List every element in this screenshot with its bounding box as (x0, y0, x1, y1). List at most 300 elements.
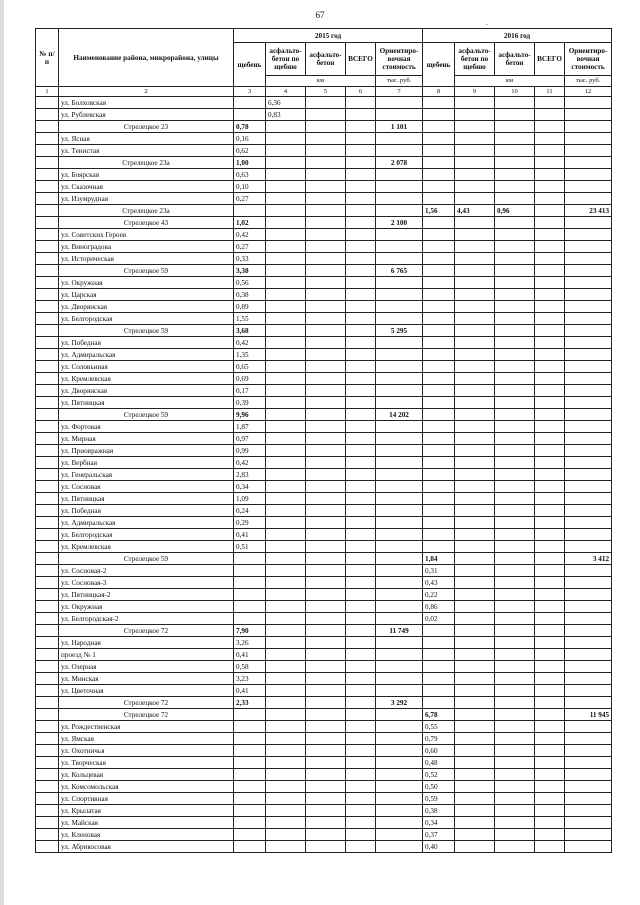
row-number-cell (36, 661, 59, 673)
asphalt-on-gravel-2015-cell (266, 649, 306, 661)
cost-2015-cell (376, 241, 423, 253)
row-number-cell (36, 829, 59, 841)
total-2015-cell (346, 409, 376, 421)
asphalt-2016-cell (495, 601, 535, 613)
cost-2016-cell (565, 733, 612, 745)
row-number-cell (36, 433, 59, 445)
street-name: ул. Рублевская (59, 109, 234, 121)
asphalt-on-gravel-2016-cell (455, 193, 495, 205)
total-2016-cell (535, 649, 565, 661)
asphalt-on-gravel-2016-cell (455, 565, 495, 577)
street-name: ул. Пятницкая (59, 493, 234, 505)
asphalt-on-gravel-2015-cell (266, 265, 306, 277)
asphalt-on-gravel-2016-cell (455, 589, 495, 601)
gravel-2015-cell: 1,55 (234, 313, 266, 325)
asphalt-2016-cell (495, 541, 535, 553)
asphalt-on-gravel-2015-cell (266, 217, 306, 229)
asphalt-on-gravel-2016-cell (455, 409, 495, 421)
header-gravel-2015: щебень (234, 43, 266, 87)
cost-2016-cell (565, 637, 612, 649)
row-number-cell (36, 793, 59, 805)
gravel-2016-cell: 0,31 (423, 565, 455, 577)
asphalt-2015-cell (306, 301, 346, 313)
asphalt-2016-cell (495, 577, 535, 589)
total-2016-cell (535, 109, 565, 121)
asphalt-on-gravel-2016-cell (455, 697, 495, 709)
gravel-2015-cell: 0,89 (234, 301, 266, 313)
asphalt-on-gravel-2015-cell (266, 613, 306, 625)
asphalt-on-gravel-2015-cell (266, 805, 306, 817)
asphalt-2015-cell (306, 205, 346, 217)
cost-2015-cell (376, 529, 423, 541)
cost-2015-cell: 2 078 (376, 157, 423, 169)
street-row (36, 817, 612, 829)
total-2015-cell (346, 493, 376, 505)
street-name: ул. Окружная (59, 601, 234, 613)
row-number-cell (36, 385, 59, 397)
total-2015-cell (346, 529, 376, 541)
row-number-cell (36, 589, 59, 601)
district-name: Стрелецкое 72 (59, 697, 234, 709)
cost-2015-cell (376, 349, 423, 361)
asphalt-on-gravel-2016-cell (455, 421, 495, 433)
road-repair-table (35, 28, 612, 853)
asphalt-2015-cell (306, 709, 346, 721)
row-number-cell (36, 445, 59, 457)
total-2016-cell (535, 841, 565, 853)
gravel-2016-cell: 0,43 (423, 577, 455, 589)
asphalt-2015-cell (306, 133, 346, 145)
street-name: ул. Сосновая-3 (59, 577, 234, 589)
row-number-cell (36, 229, 59, 241)
row-number-cell (36, 493, 59, 505)
district-row (36, 157, 612, 169)
cost-2015-cell (376, 721, 423, 733)
cost-2015-cell (376, 541, 423, 553)
asphalt-2016-cell (495, 673, 535, 685)
street-name: ул. Адмиральская (59, 349, 234, 361)
cost-2015-cell (376, 481, 423, 493)
street-row (36, 181, 612, 193)
total-2015-cell (346, 325, 376, 337)
total-2015-cell (346, 313, 376, 325)
total-2016-cell (535, 289, 565, 301)
cost-2015-cell (376, 577, 423, 589)
asphalt-on-gravel-2015-cell (266, 745, 306, 757)
total-2016-cell (535, 685, 565, 697)
street-name: ул. Изумрудная (59, 193, 234, 205)
gravel-2016-cell: 0,40 (423, 841, 455, 853)
cost-2016-cell (565, 265, 612, 277)
total-2015-cell (346, 601, 376, 613)
total-2016-cell (535, 793, 565, 805)
cost-2015-cell: 3 292 (376, 697, 423, 709)
street-name: ул. Крылатая (59, 805, 234, 817)
street-row (36, 457, 612, 469)
cost-2015-cell (376, 589, 423, 601)
cost-2016-cell (565, 445, 612, 457)
asphalt-on-gravel-2016-cell (455, 109, 495, 121)
total-2016-cell (535, 301, 565, 313)
column-number-row (36, 87, 612, 97)
asphalt-2016-cell (495, 589, 535, 601)
asphalt-2015-cell (306, 397, 346, 409)
cost-2015-cell (376, 637, 423, 649)
total-2016-cell (535, 157, 565, 169)
total-2015-cell (346, 97, 376, 109)
gravel-2015-cell: 1,09 (234, 493, 266, 505)
street-row (36, 145, 612, 157)
street-row (36, 349, 612, 361)
asphalt-2016-cell (495, 241, 535, 253)
cost-2016-cell (565, 661, 612, 673)
total-2015-cell (346, 517, 376, 529)
column-number: 11 (535, 87, 565, 97)
column-number: 8 (423, 87, 455, 97)
cost-2015-cell (376, 193, 423, 205)
gravel-2016-cell (423, 301, 455, 313)
gravel-2015-cell: 9,96 (234, 409, 266, 421)
asphalt-2016-cell (495, 97, 535, 109)
total-2016-cell (535, 265, 565, 277)
asphalt-2016-cell (495, 121, 535, 133)
asphalt-on-gravel-2016-cell (455, 265, 495, 277)
gravel-2016-cell: 0,22 (423, 589, 455, 601)
gravel-2015-cell: 0,65 (234, 361, 266, 373)
gravel-2016-cell (423, 241, 455, 253)
asphalt-on-gravel-2016-cell (455, 181, 495, 193)
cost-2016-cell (565, 565, 612, 577)
district-name: Стрелецкое 72 (59, 709, 234, 721)
total-2015-cell (346, 805, 376, 817)
cost-2016-cell (565, 697, 612, 709)
row-number-cell (36, 649, 59, 661)
total-2015-cell (346, 217, 376, 229)
asphalt-2015-cell (306, 433, 346, 445)
street-name: ул. Ямская (59, 733, 234, 745)
total-2016-cell (535, 385, 565, 397)
district-name: Стрелецкое 59 (59, 553, 234, 565)
cost-2015-cell (376, 229, 423, 241)
cost-2016-cell (565, 325, 612, 337)
cost-2016-cell (565, 385, 612, 397)
asphalt-on-gravel-2015-cell (266, 277, 306, 289)
row-number-cell (36, 781, 59, 793)
asphalt-2016-cell: 0,96 (495, 205, 535, 217)
total-2015-cell (346, 337, 376, 349)
asphalt-on-gravel-2016-cell (455, 517, 495, 529)
street-name: ул. Сказочная (59, 181, 234, 193)
gravel-2016-cell (423, 421, 455, 433)
asphalt-2015-cell (306, 493, 346, 505)
row-number-cell (36, 745, 59, 757)
row-number-cell (36, 217, 59, 229)
asphalt-on-gravel-2015-cell (266, 181, 306, 193)
total-2015-cell (346, 697, 376, 709)
total-2016-cell (535, 457, 565, 469)
gravel-2015-cell (234, 97, 266, 109)
total-2016-cell (535, 781, 565, 793)
cost-2015-cell (376, 709, 423, 721)
asphalt-on-gravel-2015-cell (266, 565, 306, 577)
asphalt-on-gravel-2015-cell (266, 133, 306, 145)
gravel-2015-cell: 0,33 (234, 253, 266, 265)
gravel-2015-cell: 3,38 (234, 265, 266, 277)
cost-2015-cell (376, 661, 423, 673)
total-2015-cell (346, 757, 376, 769)
cost-2016-cell (565, 313, 612, 325)
total-2016-cell (535, 565, 565, 577)
gravel-2015-cell: 3,68 (234, 325, 266, 337)
asphalt-2015-cell (306, 769, 346, 781)
asphalt-on-gravel-2015-cell (266, 529, 306, 541)
asphalt-on-gravel-2016-cell (455, 385, 495, 397)
total-2016-cell (535, 349, 565, 361)
gravel-2015-cell (234, 733, 266, 745)
row-number-cell (36, 373, 59, 385)
asphalt-2015-cell (306, 829, 346, 841)
asphalt-2016-cell (495, 169, 535, 181)
cost-2016-cell (565, 625, 612, 637)
row-number-cell (36, 193, 59, 205)
row-number-cell (36, 289, 59, 301)
asphalt-2016-cell (495, 289, 535, 301)
asphalt-2016-cell (495, 409, 535, 421)
asphalt-2015-cell (306, 649, 346, 661)
gravel-2016-cell (423, 217, 455, 229)
column-number: 4 (266, 87, 306, 97)
total-2015-cell (346, 349, 376, 361)
total-2016-cell (535, 253, 565, 265)
cost-2016-cell (565, 457, 612, 469)
gravel-2016-cell (423, 517, 455, 529)
column-number: 12 (565, 87, 612, 97)
street-row (36, 433, 612, 445)
row-number-cell (36, 265, 59, 277)
gravel-2015-cell: 0,29 (234, 517, 266, 529)
street-row (36, 613, 612, 625)
row-number-cell (36, 145, 59, 157)
total-2016-cell (535, 589, 565, 601)
asphalt-2016-cell (495, 805, 535, 817)
asphalt-on-gravel-2015-cell (266, 553, 306, 565)
asphalt-on-gravel-2016-cell (455, 169, 495, 181)
street-name: ул. Пятницкая (59, 397, 234, 409)
street-row (36, 133, 612, 145)
cost-2016-cell (565, 361, 612, 373)
street-row (36, 277, 612, 289)
gravel-2016-cell: 0,79 (423, 733, 455, 745)
street-row (36, 169, 612, 181)
gravel-2016-cell (423, 193, 455, 205)
cost-2016-cell (565, 817, 612, 829)
asphalt-2015-cell (306, 421, 346, 433)
total-2016-cell (535, 769, 565, 781)
total-2015-cell (346, 505, 376, 517)
asphalt-on-gravel-2015-cell (266, 601, 306, 613)
header-asphalt-2015: асфальто-бетон (306, 43, 346, 76)
asphalt-on-gravel-2015-cell (266, 145, 306, 157)
cost-2016-cell (565, 649, 612, 661)
cost-2016-cell (565, 121, 612, 133)
total-2015-cell (346, 205, 376, 217)
cost-2015-cell (376, 781, 423, 793)
asphalt-2015-cell (306, 193, 346, 205)
total-2015-cell (346, 781, 376, 793)
cost-2015-cell (376, 433, 423, 445)
total-2016-cell (535, 817, 565, 829)
gravel-2015-cell: 0,97 (234, 433, 266, 445)
street-row (36, 109, 612, 121)
cost-2015-cell: 14 202 (376, 409, 423, 421)
cost-2016-cell (565, 529, 612, 541)
header-asphalt-on-gravel-2016: асфальто-бетон по щебню (455, 43, 495, 76)
gravel-2015-cell: 1,00 (234, 157, 266, 169)
gravel-2016-cell (423, 109, 455, 121)
asphalt-on-gravel-2015-cell (266, 733, 306, 745)
asphalt-2015-cell (306, 601, 346, 613)
street-name: ул. Окружная (59, 277, 234, 289)
gravel-2015-cell: 0,63 (234, 169, 266, 181)
cost-2016-cell (565, 277, 612, 289)
cost-2015-cell: 11 749 (376, 625, 423, 637)
street-row (36, 793, 612, 805)
total-2015-cell (346, 289, 376, 301)
cost-2015-cell (376, 205, 423, 217)
district-row (36, 265, 612, 277)
total-2016-cell (535, 181, 565, 193)
asphalt-on-gravel-2015-cell (266, 397, 306, 409)
asphalt-on-gravel-2015-cell (266, 337, 306, 349)
gravel-2016-cell (423, 673, 455, 685)
row-number-cell (36, 313, 59, 325)
total-2016-cell (535, 361, 565, 373)
street-row (36, 757, 612, 769)
street-name: ул. Народная (59, 637, 234, 649)
gravel-2015-cell: 0,42 (234, 457, 266, 469)
total-2016-cell (535, 733, 565, 745)
cost-2016-cell (565, 793, 612, 805)
street-row (36, 289, 612, 301)
row-number-cell (36, 109, 59, 121)
gravel-2015-cell: 0,41 (234, 649, 266, 661)
asphalt-2016-cell (495, 625, 535, 637)
street-name: ул. Дворянская (59, 301, 234, 313)
asphalt-2016-cell (495, 181, 535, 193)
total-2015-cell (346, 373, 376, 385)
gravel-2015-cell (234, 793, 266, 805)
asphalt-on-gravel-2015-cell (266, 445, 306, 457)
total-2015-cell (346, 661, 376, 673)
gravel-2016-cell (423, 661, 455, 673)
cost-2015-cell (376, 817, 423, 829)
asphalt-on-gravel-2016-cell (455, 505, 495, 517)
street-row (36, 505, 612, 517)
asphalt-on-gravel-2016-cell (455, 229, 495, 241)
gravel-2016-cell: 0,48 (423, 757, 455, 769)
asphalt-on-gravel-2016-cell (455, 769, 495, 781)
total-2015-cell (346, 769, 376, 781)
asphalt-on-gravel-2016-cell (455, 793, 495, 805)
asphalt-2015-cell (306, 721, 346, 733)
asphalt-2016-cell (495, 697, 535, 709)
total-2016-cell (535, 445, 565, 457)
asphalt-on-gravel-2016-cell (455, 613, 495, 625)
district-name: Стрелецкое 43 (59, 217, 234, 229)
asphalt-2015-cell (306, 505, 346, 517)
street-name: ул. Комсомольская (59, 781, 234, 793)
street-row (36, 577, 612, 589)
gravel-2015-cell: 0,27 (234, 193, 266, 205)
asphalt-2016-cell (495, 361, 535, 373)
asphalt-2015-cell (306, 337, 346, 349)
row-number-cell (36, 133, 59, 145)
gravel-2016-cell (423, 433, 455, 445)
gravel-2015-cell: 2,33 (234, 697, 266, 709)
asphalt-2015-cell (306, 697, 346, 709)
gravel-2015-cell: 0,38 (234, 289, 266, 301)
total-2016-cell (535, 625, 565, 637)
cost-2016-cell (565, 685, 612, 697)
asphalt-2015-cell (306, 169, 346, 181)
asphalt-on-gravel-2016-cell (455, 397, 495, 409)
cost-2016-cell (565, 673, 612, 685)
asphalt-on-gravel-2016-cell (455, 457, 495, 469)
gravel-2015-cell: 0,16 (234, 133, 266, 145)
asphalt-2015-cell (306, 409, 346, 421)
district-name: Стрелецкое 59 (59, 265, 234, 277)
total-2016-cell (535, 409, 565, 421)
asphalt-2015-cell (306, 541, 346, 553)
header-unit-rub-2015: тыс. руб. (376, 76, 423, 87)
total-2015-cell (346, 301, 376, 313)
cost-2016-cell (565, 769, 612, 781)
row-number-cell (36, 205, 59, 217)
asphalt-2015-cell (306, 157, 346, 169)
street-name: ул. Болховская (59, 97, 234, 109)
cost-2015-cell (376, 421, 423, 433)
asphalt-on-gravel-2016-cell (455, 325, 495, 337)
asphalt-2016-cell (495, 157, 535, 169)
asphalt-2016-cell (495, 709, 535, 721)
asphalt-on-gravel-2016-cell (455, 157, 495, 169)
gravel-2015-cell (234, 757, 266, 769)
gravel-2015-cell: 0,51 (234, 541, 266, 553)
gravel-2015-cell (234, 829, 266, 841)
asphalt-2015-cell (306, 289, 346, 301)
street-name: ул. Мирная (59, 433, 234, 445)
gravel-2016-cell (423, 121, 455, 133)
district-name: Стрелецкое 23а (59, 205, 234, 217)
gravel-2015-cell: 0,34 (234, 481, 266, 493)
asphalt-2015-cell (306, 685, 346, 697)
cost-2015-cell (376, 649, 423, 661)
street-row (36, 229, 612, 241)
cost-2015-cell (376, 841, 423, 853)
asphalt-2016-cell (495, 721, 535, 733)
asphalt-on-gravel-2016-cell (455, 709, 495, 721)
street-name: ул. Спортивная (59, 793, 234, 805)
street-name: ул. Сосновая (59, 481, 234, 493)
asphalt-on-gravel-2016-cell (455, 829, 495, 841)
total-2016-cell (535, 433, 565, 445)
header-asphalt-on-gravel-2015: асфальто-бетон по щебню (266, 43, 306, 76)
asphalt-2016-cell (495, 637, 535, 649)
total-2016-cell (535, 757, 565, 769)
gravel-2015-cell (234, 601, 266, 613)
street-name: ул. Майская (59, 817, 234, 829)
row-number-cell (36, 517, 59, 529)
